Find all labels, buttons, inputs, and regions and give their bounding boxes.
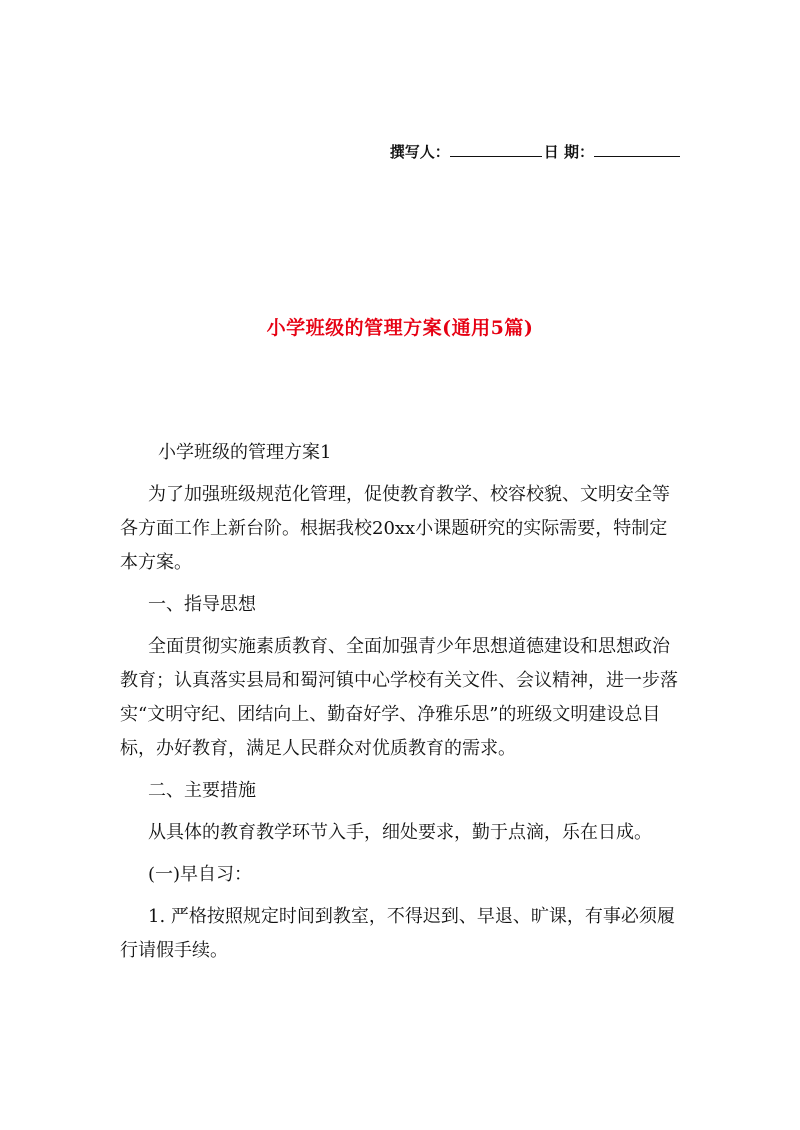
paragraph: 全面贯彻实施素质教育、全面加强青少年思想道德建设和思想政治教育；认真落实县局和蜀河镇中心学校有关文件、会议精神，进一步落实“文明守纪、团结向上、勤奋好学、净雅乐思”的班级文明建设总目标，办好教育，满足人民群众对优质教育的需求。 (120, 636, 678, 759)
date-label: 日 期： (543, 143, 594, 161)
paragraph: 1. 严格按照规定时间到教室，不得迟到、早退、旷课，有事必须履行请假手续。 (120, 906, 675, 961)
byline (390, 140, 680, 162)
paragraph: 二、主要措施 (148, 780, 256, 801)
section-heading: 小学班级的管理方案1 (158, 442, 332, 463)
author-label: 撰写人： (389, 143, 450, 161)
paragraph: 为了加强班级规范化管理，促使教育教学、校容校貌、文明安全等各方面工作上新台阶。根据我校20xx小课题研究的实际需要，特制定本方案。 (120, 484, 670, 573)
date-blank-line (594, 140, 680, 157)
paragraph: 一、指导思想 (148, 594, 256, 615)
paragraph: (一)早自习： (148, 864, 253, 885)
document-body (120, 436, 682, 968)
document-title: 小学班级的管理方案(通用5篇) (266, 317, 534, 339)
author-blank-line (450, 140, 542, 157)
paragraph: 从具体的教育教学环节入手，细处要求，勤于点滴，乐在日成。 (148, 822, 652, 843)
